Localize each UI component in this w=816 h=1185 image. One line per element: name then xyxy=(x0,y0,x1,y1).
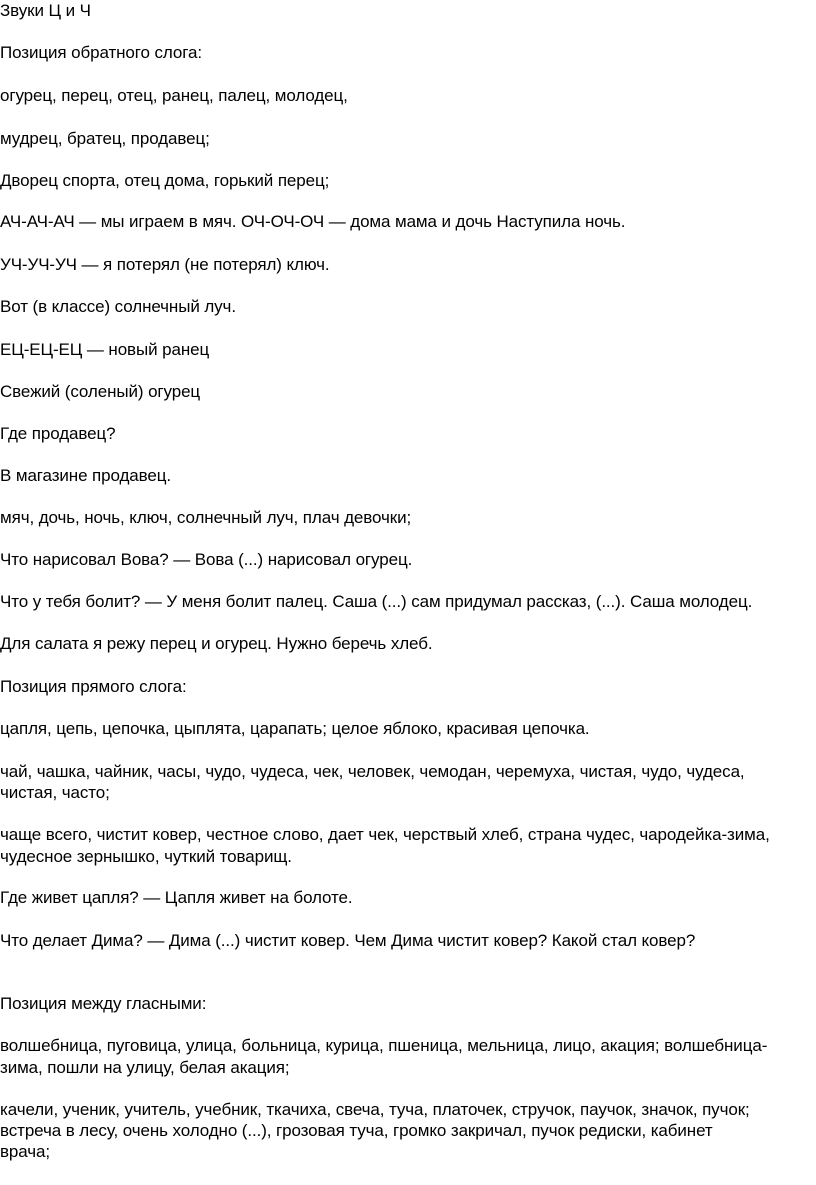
doc-line: УЧ-УЧ-УЧ — я потерял (не потерял) ключ. xyxy=(0,255,330,274)
doc-line: чудесное зернышко, чуткий товарищ. xyxy=(0,847,292,866)
doc-line: чаще всего, чистит ковер, честное слово, дает чек, черствый хлеб, страна чудес, чародейка-зима, xyxy=(0,825,770,844)
doc-line: Свежий (соленый) огурец xyxy=(0,382,201,401)
doc-line: Что нарисовал Вова? — Вова (...) нарисовал огурец. xyxy=(0,550,413,569)
doc-line: Что у тебя болит? — У меня болит палец. Саша (...) сам придумал рассказ, (...). Саша молодец. xyxy=(0,592,753,611)
doc-line: мудрец, братец, продавец; xyxy=(0,129,210,148)
doc-line: качели, ученик, учитель, учебник, ткачиха, свеча, туча, платочек, стручок, паучок, значок, пучок; xyxy=(0,1100,750,1119)
doc-line: Для салата я режу перец и огурец. Нужно беречь хлеб. xyxy=(0,634,433,653)
doc-line: АЧ-АЧ-АЧ — мы играем в мяч. ОЧ-ОЧ-ОЧ — дома мама и дочь Наступила ночь. xyxy=(0,212,626,231)
doc-line: Позиция между гласными: xyxy=(0,994,207,1013)
doc-line: чистая, часто; xyxy=(0,783,110,802)
doc-line: врача; xyxy=(0,1142,51,1161)
doc-line: зима, пошли на улицу, белая акация; xyxy=(0,1058,290,1077)
doc-line: Позиция прямого слога: xyxy=(0,677,187,696)
doc-line: чай, чашка, чайник, часы, чудо, чудеса, чек, человек, чемодан, черемуха, чистая, чудо, чудеса, xyxy=(0,762,745,781)
doc-line: мяч, дочь, ночь, ключ, солнечный луч, плач девочки; xyxy=(0,508,412,527)
doc-line: Вот (в классе) солнечный луч. xyxy=(0,297,236,316)
doc-line: волшебница, пуговица, улица, больница, курица, пшеница, мельница, лицо, акация; волшебница- xyxy=(0,1036,768,1055)
doc-line: Где живет цапля? — Цапля живет на болоте. xyxy=(0,888,353,907)
doc-title: Звуки Ц и Ч xyxy=(0,1,91,20)
doc-line: огурец, перец, отец, ранец, палец, молодец, xyxy=(0,86,348,105)
doc-line: Где продавец? xyxy=(0,424,116,443)
doc-line: Позиция обратного слога: xyxy=(0,43,202,62)
doc-line: Дворец спорта, отец дома, горький перец; xyxy=(0,171,330,190)
doc-line: ЕЦ-ЕЦ-ЕЦ — новый ранец xyxy=(0,340,210,359)
doc-line: Что делает Дима? — Дима (...) чистит ковер. Чем Дима чистит ковер? Какой стал ковер? xyxy=(0,931,696,950)
doc-line: В магазине продавец. xyxy=(0,466,172,485)
doc-line: цапля, цепь, цепочка, цыплята, царапать; целое яблоко, красивая цепочка. xyxy=(0,719,590,738)
doc-line: встреча в лесу, очень холодно (...), грозовая туча, громко закричал, пучок редиски, кабинет xyxy=(0,1121,713,1140)
